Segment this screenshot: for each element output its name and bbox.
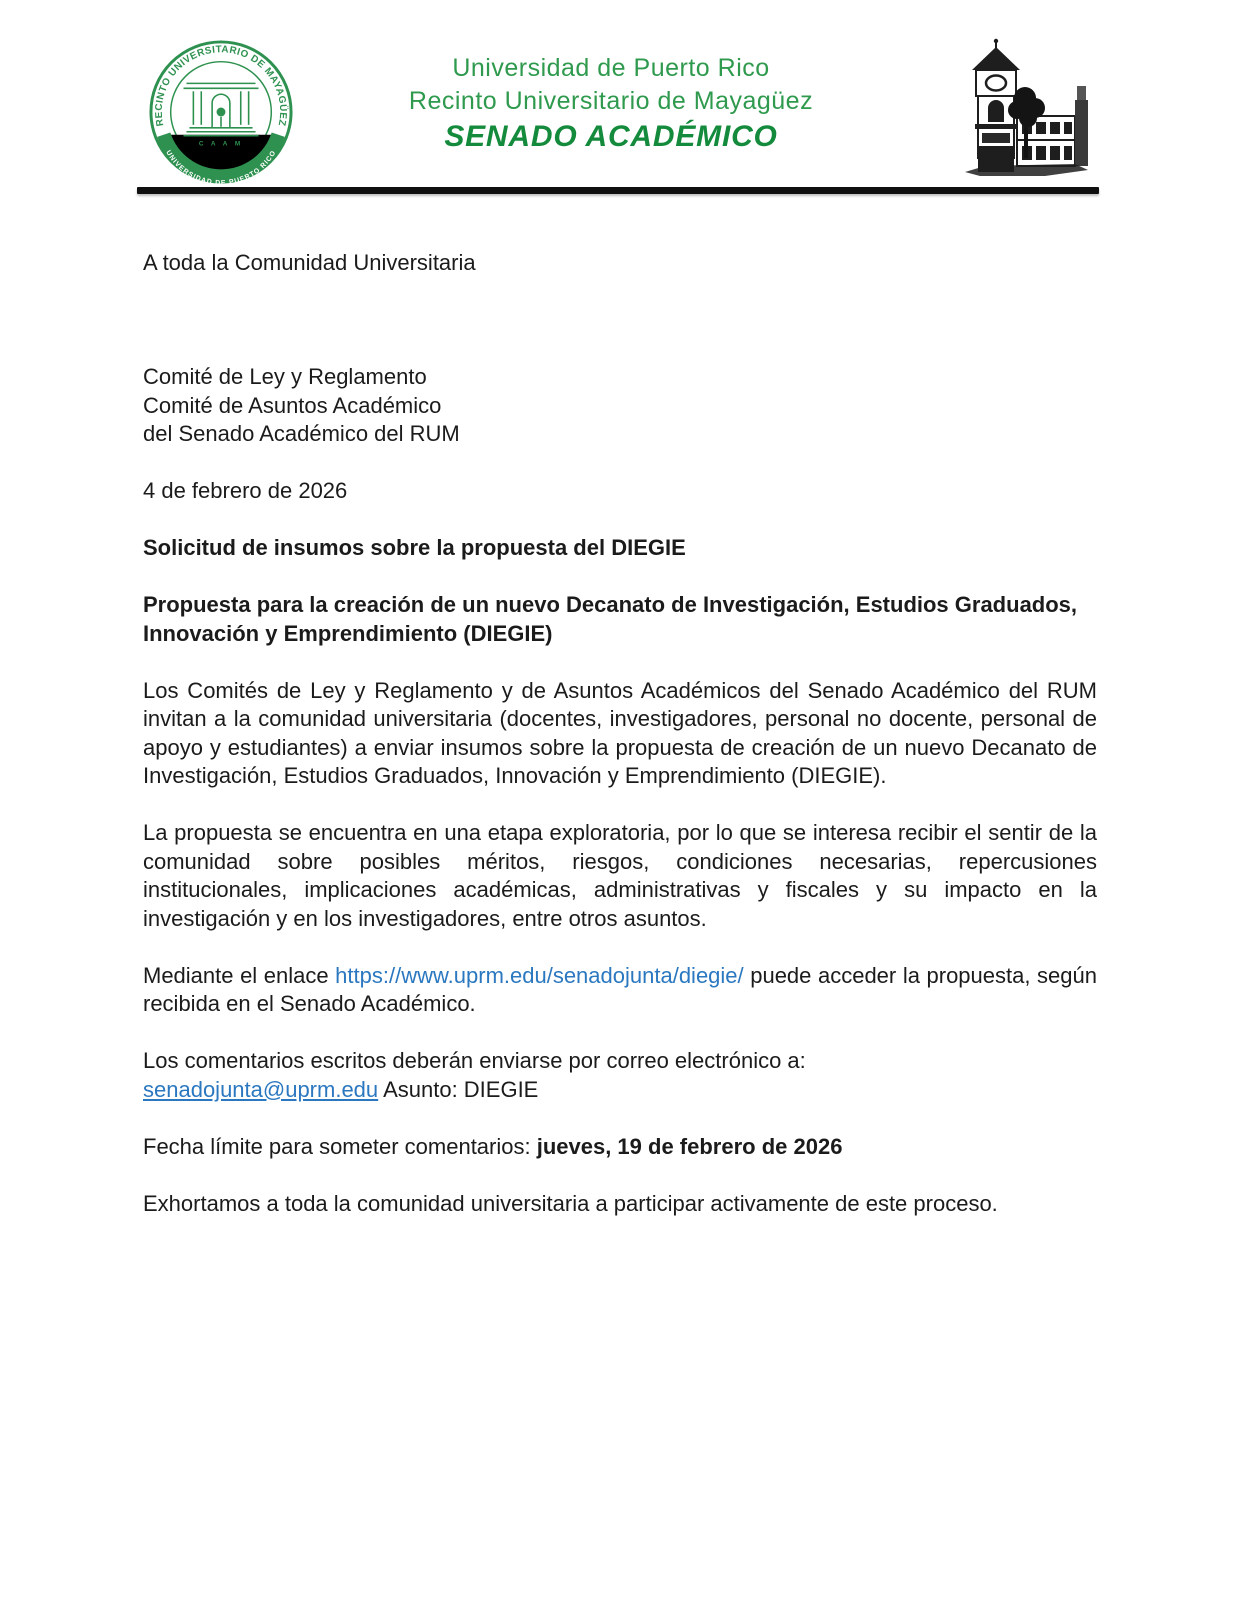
deadline-date: jueves, 19 de febrero de 2026 — [536, 1133, 843, 1159]
email-subject-note: Asunto: DIEGIE — [378, 1076, 539, 1102]
deadline-line — [143, 1133, 1097, 1162]
seal-ring-text-bottom: UNIVERSIDAD DE PUERTO RICO — [164, 149, 278, 186]
email-line — [143, 1076, 1097, 1105]
header-divider-rule — [137, 187, 1099, 194]
closing-line: Exhortamos a toda la comunidad universitaria a participar activamente de este proceso. — [143, 1190, 998, 1216]
date-line: 4 de febrero de 2026 — [143, 478, 348, 503]
sender-line-1: Comité de Ley y Reglamento — [143, 364, 427, 389]
deadline-label: Fecha límite para someter comentarios: — [143, 1133, 537, 1159]
seal-ring-text-top: RECINTO UNIVERSITARIO DE MAYAGÜEZ — [153, 44, 289, 128]
org-line-campus: Recinto Universitario de Mayagüez — [408, 87, 814, 115]
org-line-university: Universidad de Puerto Rico — [452, 54, 770, 82]
email-link[interactable]: senadojunta@uprm.edu — [143, 1076, 379, 1102]
comments-block — [143, 1047, 1097, 1104]
paragraph-invitation: Los Comités de Ley y Reglamento y de Asuntos Académicos del Senado Académico del RUM invitan a la comunidad universitaria (docentes, investigadores, personal no docente, personal de apoyo y estudiantes) a enviar insumos sobre la propuesta de creación de un nuevo Decanato de Investigación, Estudios Graduados, Innovación y Emprendimiento (DIEGIE). — [143, 677, 1097, 788]
sender-line-3: del Senado Académico del RUM — [143, 421, 460, 446]
paragraph-exploratory: La propuesta se encuentra en una etapa exploratoria, por lo que se interesa recibir el sentir de la comunidad sobre posibles méritos, riesgos, condiciones necesarias, repercusiones institucionales, implicaciones académicas, administrativas y fiscales y su impacto en la investigación y en los investigadores, entre otros asuntos. — [143, 820, 1097, 931]
paragraph-link-suffix: puede acceder la propuesta, según recibida en el Senado Académico. — [143, 962, 1097, 1016]
org-line-senate: SENADO ACADÉMICO — [444, 120, 778, 153]
paragraph-link-prefix: Mediante el enlace — [143, 962, 336, 988]
campus-building-sketch-icon — [925, 36, 1090, 178]
recipient-line: A toda la Comunidad Universitaria — [143, 250, 476, 275]
seal-caam-label: C A A M — [198, 140, 244, 148]
comments-instruction-line: Los comentarios escritos deberán enviarse por correo electrónico a: — [143, 1048, 806, 1073]
letter-body — [143, 249, 1097, 1247]
subject-line: Solicitud de insumos sobre la propuesta del DIEGIE — [143, 535, 686, 560]
proposal-url-link[interactable]: https://www.uprm.edu/senadojunta/diegie/ — [335, 962, 744, 988]
proposal-title: Propuesta para la creación de un nuevo Decanato de Investigación, Estudios Graduados, Innovación y Emprendimiento (DIEGIE) — [143, 592, 1078, 646]
sender-line-2: Comité de Asuntos Académico — [143, 392, 442, 418]
sender-block — [143, 363, 1097, 449]
paragraph-link — [143, 962, 1097, 1019]
